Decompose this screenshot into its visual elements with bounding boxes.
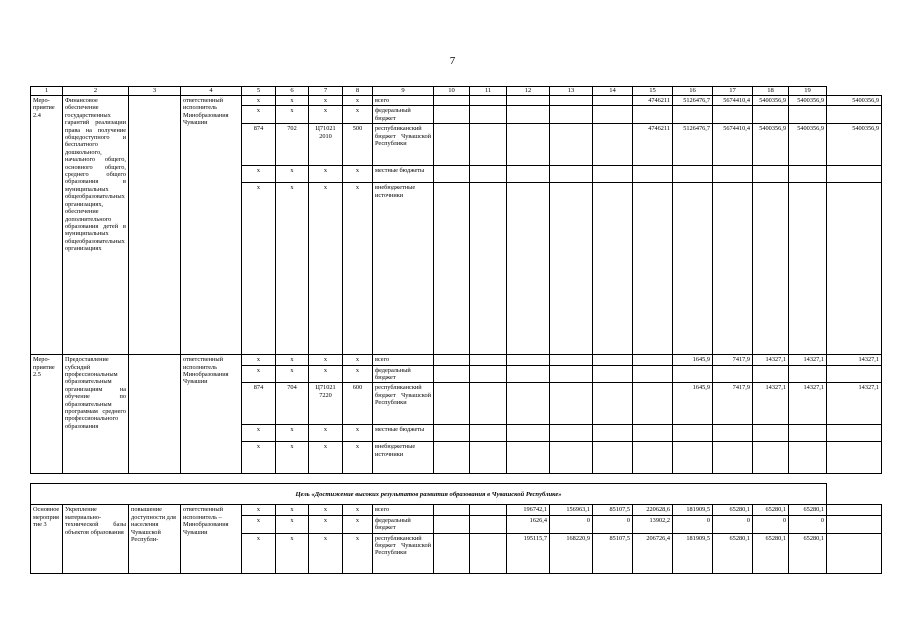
- amount-cell: [434, 183, 470, 355]
- budget-code: x: [242, 355, 276, 365]
- column-number: 12: [507, 87, 550, 96]
- budget-code: x: [242, 515, 276, 533]
- amount-cell: [550, 355, 593, 365]
- column-number: 6: [276, 87, 309, 96]
- amount-cell: 65280,1: [753, 533, 789, 573]
- amount-cell: [470, 124, 507, 166]
- amount-cell: [434, 533, 470, 573]
- amount-cell: 0: [550, 515, 593, 533]
- amount-cell: [550, 365, 593, 383]
- amount-cell: [593, 96, 633, 106]
- amount-cell: 14327,1: [789, 355, 827, 365]
- amount-cell: 5400356,9: [789, 124, 827, 166]
- column-number: 13: [550, 87, 593, 96]
- amount-cell: 206726,4: [633, 533, 673, 573]
- amount-cell: [434, 355, 470, 365]
- funding-source: всего: [373, 355, 434, 365]
- amount-cell: 7417,9: [713, 355, 753, 365]
- budget-code: x: [242, 166, 276, 183]
- budget-code: x: [242, 505, 276, 515]
- budget-code: x: [242, 442, 276, 474]
- amount-cell: [827, 515, 882, 533]
- budget-code: x: [276, 96, 309, 106]
- activity-description: Предоставление субсидий профессиональным образовательным организациям на обучение по образовательным программам среднего профессионального образования: [63, 355, 129, 474]
- amount-cell: [827, 166, 882, 183]
- amount-cell: 220628,6: [633, 505, 673, 515]
- amount-cell: 14327,1: [827, 383, 882, 425]
- table-row: [31, 505, 882, 515]
- funding-source: республиканский бюджет Чувашской Республики: [373, 533, 434, 573]
- amount-cell: [753, 106, 789, 124]
- column-number: 11: [470, 87, 507, 96]
- amount-cell: [507, 355, 550, 365]
- amount-cell: [633, 166, 673, 183]
- amount-cell: [633, 383, 673, 425]
- amount-cell: [470, 355, 507, 365]
- table-row: [31, 355, 882, 365]
- responsible-executor: ответственный исполнитель Минобразования Чувашии: [181, 96, 242, 355]
- column-number: 17: [713, 87, 753, 96]
- amount-cell: [434, 166, 470, 183]
- amount-cell: [593, 442, 633, 474]
- column-number: 19: [789, 87, 827, 96]
- amount-cell: 85107,5: [593, 505, 633, 515]
- budget-code: x: [276, 505, 309, 515]
- amount-cell: 14327,1: [753, 355, 789, 365]
- amount-cell: [434, 96, 470, 106]
- amount-cell: [593, 383, 633, 425]
- amount-cell: [789, 365, 827, 383]
- budget-code: x: [343, 365, 373, 383]
- amount-cell: [789, 166, 827, 183]
- budget-code: 874: [242, 124, 276, 166]
- activity-description: Укрепление материально-технической базы объектов образования: [63, 505, 129, 573]
- column-number: 10: [434, 87, 470, 96]
- budget-code: x: [309, 166, 343, 183]
- amount-cell: 1626,4: [507, 515, 550, 533]
- amount-cell: [550, 383, 593, 425]
- budget-code: x: [242, 365, 276, 383]
- amount-cell: 181909,5: [673, 505, 713, 515]
- amount-cell: 85107,5: [593, 533, 633, 573]
- amount-cell: [593, 425, 633, 442]
- budget-code: x: [276, 166, 309, 183]
- amount-cell: [827, 533, 882, 573]
- amount-cell: [593, 166, 633, 183]
- amount-cell: [673, 166, 713, 183]
- column-number: 18: [753, 87, 789, 96]
- amount-cell: [673, 442, 713, 474]
- amount-cell: 5400356,9: [827, 96, 882, 106]
- amount-cell: [633, 442, 673, 474]
- amount-cell: [827, 505, 882, 515]
- amount-cell: 0: [789, 515, 827, 533]
- amount-cell: [633, 425, 673, 442]
- amount-cell: [470, 365, 507, 383]
- amount-cell: [789, 106, 827, 124]
- header-row: [31, 87, 882, 96]
- budget-code: 702: [276, 124, 309, 166]
- amount-cell: [713, 106, 753, 124]
- amount-cell: [713, 365, 753, 383]
- amount-cell: [507, 106, 550, 124]
- amount-cell: [789, 183, 827, 355]
- amount-cell: [507, 124, 550, 166]
- amount-cell: 65280,1: [713, 505, 753, 515]
- amount-cell: [593, 183, 633, 355]
- amount-cell: 5126476,7: [673, 96, 713, 106]
- amount-cell: [593, 355, 633, 365]
- activity-goal: [129, 355, 181, 474]
- budget-table: [30, 86, 882, 574]
- amount-cell: [673, 365, 713, 383]
- funding-source: внебюджетные источники: [373, 183, 434, 355]
- amount-cell: 14327,1: [753, 383, 789, 425]
- amount-cell: 0: [753, 515, 789, 533]
- amount-cell: 13902,2: [633, 515, 673, 533]
- amount-cell: 65280,1: [713, 533, 753, 573]
- amount-cell: [470, 442, 507, 474]
- budget-code: x: [309, 365, 343, 383]
- budget-code: x: [309, 533, 343, 573]
- amount-cell: 1645,9: [673, 355, 713, 365]
- budget-code: x: [276, 355, 309, 365]
- column-number: 5: [242, 87, 276, 96]
- amount-cell: [470, 183, 507, 355]
- amount-cell: 5400356,9: [753, 124, 789, 166]
- amount-cell: [507, 442, 550, 474]
- amount-cell: [470, 166, 507, 183]
- budget-code: x: [242, 425, 276, 442]
- funding-source: всего: [373, 96, 434, 106]
- amount-cell: [470, 533, 507, 573]
- budget-code: x: [242, 96, 276, 106]
- amount-cell: [753, 166, 789, 183]
- amount-cell: [470, 96, 507, 106]
- amount-cell: 5126476,7: [673, 124, 713, 166]
- amount-cell: 0: [593, 515, 633, 533]
- amount-cell: [470, 515, 507, 533]
- budget-code: x: [343, 355, 373, 365]
- amount-cell: [470, 106, 507, 124]
- budget-code: x: [309, 425, 343, 442]
- amount-cell: 0: [673, 515, 713, 533]
- budget-code: x: [309, 106, 343, 124]
- amount-cell: [550, 96, 593, 106]
- spacer-row: [31, 474, 882, 484]
- column-number: 9: [373, 87, 434, 96]
- amount-cell: [470, 425, 507, 442]
- amount-cell: [507, 96, 550, 106]
- amount-cell: 5400356,9: [753, 96, 789, 106]
- funding-source: федеральный бюджет: [373, 106, 434, 124]
- activity-goal: повышение доступности для населения Чувашской Республи-: [129, 505, 181, 573]
- amount-cell: [789, 425, 827, 442]
- column-number: 7: [309, 87, 343, 96]
- budget-code: x: [343, 183, 373, 355]
- budget-code: x: [309, 505, 343, 515]
- amount-cell: 156963,1: [550, 505, 593, 515]
- column-number: 15: [633, 87, 673, 96]
- amount-cell: 181909,5: [673, 533, 713, 573]
- amount-cell: [434, 425, 470, 442]
- spacer-cell: [31, 474, 827, 484]
- amount-cell: [713, 442, 753, 474]
- column-number: 16: [673, 87, 713, 96]
- amount-cell: 5400356,9: [827, 124, 882, 166]
- budget-code: x: [343, 515, 373, 533]
- budget-code: 704: [276, 383, 309, 425]
- column-number: 2: [63, 87, 129, 96]
- budget-code: Ц71021 2010: [309, 124, 343, 166]
- page-number: 7: [449, 55, 456, 67]
- amount-cell: [789, 442, 827, 474]
- budget-code: x: [343, 533, 373, 573]
- goal-row: [31, 484, 882, 505]
- responsible-executor: ответственный исполнитель Минобразования Чувашии: [181, 355, 242, 474]
- amount-cell: [434, 124, 470, 166]
- amount-cell: [713, 183, 753, 355]
- funding-source: федеральный бюджет: [373, 515, 434, 533]
- amount-cell: [470, 383, 507, 425]
- amount-cell: [827, 183, 882, 355]
- amount-cell: 5400356,9: [789, 96, 827, 106]
- activity-goal: [129, 96, 181, 355]
- funding-source: внебюджетные источники: [373, 442, 434, 474]
- amount-cell: [550, 166, 593, 183]
- amount-cell: 4746211: [633, 124, 673, 166]
- column-number: 1: [31, 87, 63, 96]
- goal-heading: Цель «Достижение высоких результатов развития образования в Чувашской Республике»: [31, 484, 827, 505]
- amount-cell: [507, 383, 550, 425]
- amount-cell: [593, 124, 633, 166]
- amount-cell: [507, 365, 550, 383]
- amount-cell: [550, 183, 593, 355]
- amount-cell: [434, 106, 470, 124]
- amount-cell: [434, 365, 470, 383]
- budget-code: x: [309, 183, 343, 355]
- amount-cell: [434, 515, 470, 533]
- funding-source: федеральный бюджет: [373, 365, 434, 383]
- budget-code: x: [343, 166, 373, 183]
- amount-cell: [713, 425, 753, 442]
- amount-cell: [550, 106, 593, 124]
- budget-code: x: [309, 442, 343, 474]
- column-number: 14: [593, 87, 633, 96]
- budget-code: x: [309, 515, 343, 533]
- funding-source: всего: [373, 505, 434, 515]
- amount-cell: 65280,1: [753, 505, 789, 515]
- budget-code: x: [343, 442, 373, 474]
- amount-cell: [713, 166, 753, 183]
- amount-cell: 14327,1: [789, 383, 827, 425]
- budget-code: x: [276, 183, 309, 355]
- amount-cell: [827, 365, 882, 383]
- budget-code: x: [343, 96, 373, 106]
- amount-cell: 168220,9: [550, 533, 593, 573]
- amount-cell: 195115,7: [507, 533, 550, 573]
- activity-description: Финансовое обеспечение государственных гарантий реализации права на получение общедоступного и бесплатного дошкольного, начального общего, основного общего, среднего общего образования в муниципальных общеобразовательных организациях, обеспечение дополнительного образования детей в муниципальных общеобразовательных организациях: [63, 96, 129, 355]
- amount-cell: [673, 183, 713, 355]
- amount-cell: 4746211: [633, 96, 673, 106]
- table-row: [31, 96, 882, 106]
- amount-cell: [753, 183, 789, 355]
- budget-code: x: [276, 442, 309, 474]
- amount-cell: [827, 106, 882, 124]
- amount-cell: [633, 183, 673, 355]
- funding-source: местные бюджеты: [373, 425, 434, 442]
- funding-source: республиканский бюджет Чувашской Республики: [373, 124, 434, 166]
- amount-cell: 0: [713, 515, 753, 533]
- amount-cell: [827, 425, 882, 442]
- budget-code: x: [276, 425, 309, 442]
- budget-code: x: [276, 106, 309, 124]
- amount-cell: [507, 183, 550, 355]
- amount-cell: [507, 425, 550, 442]
- column-number: 4: [181, 87, 242, 96]
- amount-cell: 14327,1: [827, 355, 882, 365]
- amount-cell: 1645,9: [673, 383, 713, 425]
- budget-code: x: [276, 365, 309, 383]
- activity-name: Меро-приятие 2.5: [31, 355, 63, 474]
- amount-cell: [593, 106, 633, 124]
- budget-code: x: [242, 183, 276, 355]
- budget-code: Ц71021 7220: [309, 383, 343, 425]
- activity-name: Меро-приятие 2.4: [31, 96, 63, 355]
- budget-code: x: [276, 533, 309, 573]
- column-number: 3: [129, 87, 181, 96]
- amount-cell: [434, 383, 470, 425]
- column-number: 8: [343, 87, 373, 96]
- amount-cell: [507, 166, 550, 183]
- amount-cell: 7417,9: [713, 383, 753, 425]
- responsible-executor: ответственный исполнитель – Минобразования Чувашии: [181, 505, 242, 573]
- amount-cell: [434, 442, 470, 474]
- budget-code: 600: [343, 383, 373, 425]
- amount-cell: 65280,1: [789, 533, 827, 573]
- amount-cell: 5674410,4: [713, 96, 753, 106]
- amount-cell: [593, 365, 633, 383]
- amount-cell: [470, 505, 507, 515]
- budget-code: x: [242, 533, 276, 573]
- amount-cell: [633, 365, 673, 383]
- amount-cell: [550, 442, 593, 474]
- amount-cell: 5674410,4: [713, 124, 753, 166]
- budget-code: 874: [242, 383, 276, 425]
- amount-cell: [753, 425, 789, 442]
- amount-cell: [827, 442, 882, 474]
- budget-code: x: [343, 505, 373, 515]
- amount-cell: [550, 124, 593, 166]
- funding-source: местные бюджеты: [373, 166, 434, 183]
- budget-code: x: [309, 355, 343, 365]
- budget-code: x: [309, 96, 343, 106]
- budget-code: x: [242, 106, 276, 124]
- amount-cell: [633, 355, 673, 365]
- funding-source: республиканский бюджет Чувашской Республики: [373, 383, 434, 425]
- amount-cell: [673, 425, 713, 442]
- activity-name: Основное мероприятие 3: [31, 505, 63, 573]
- amount-cell: [753, 442, 789, 474]
- budget-code: x: [343, 425, 373, 442]
- amount-cell: [434, 505, 470, 515]
- amount-cell: [753, 365, 789, 383]
- amount-cell: [673, 106, 713, 124]
- budget-code: x: [276, 515, 309, 533]
- budget-code: x: [343, 106, 373, 124]
- budget-code: 500: [343, 124, 373, 166]
- amount-cell: 196742,1: [507, 505, 550, 515]
- amount-cell: [550, 425, 593, 442]
- amount-cell: 65280,1: [789, 505, 827, 515]
- amount-cell: [633, 106, 673, 124]
